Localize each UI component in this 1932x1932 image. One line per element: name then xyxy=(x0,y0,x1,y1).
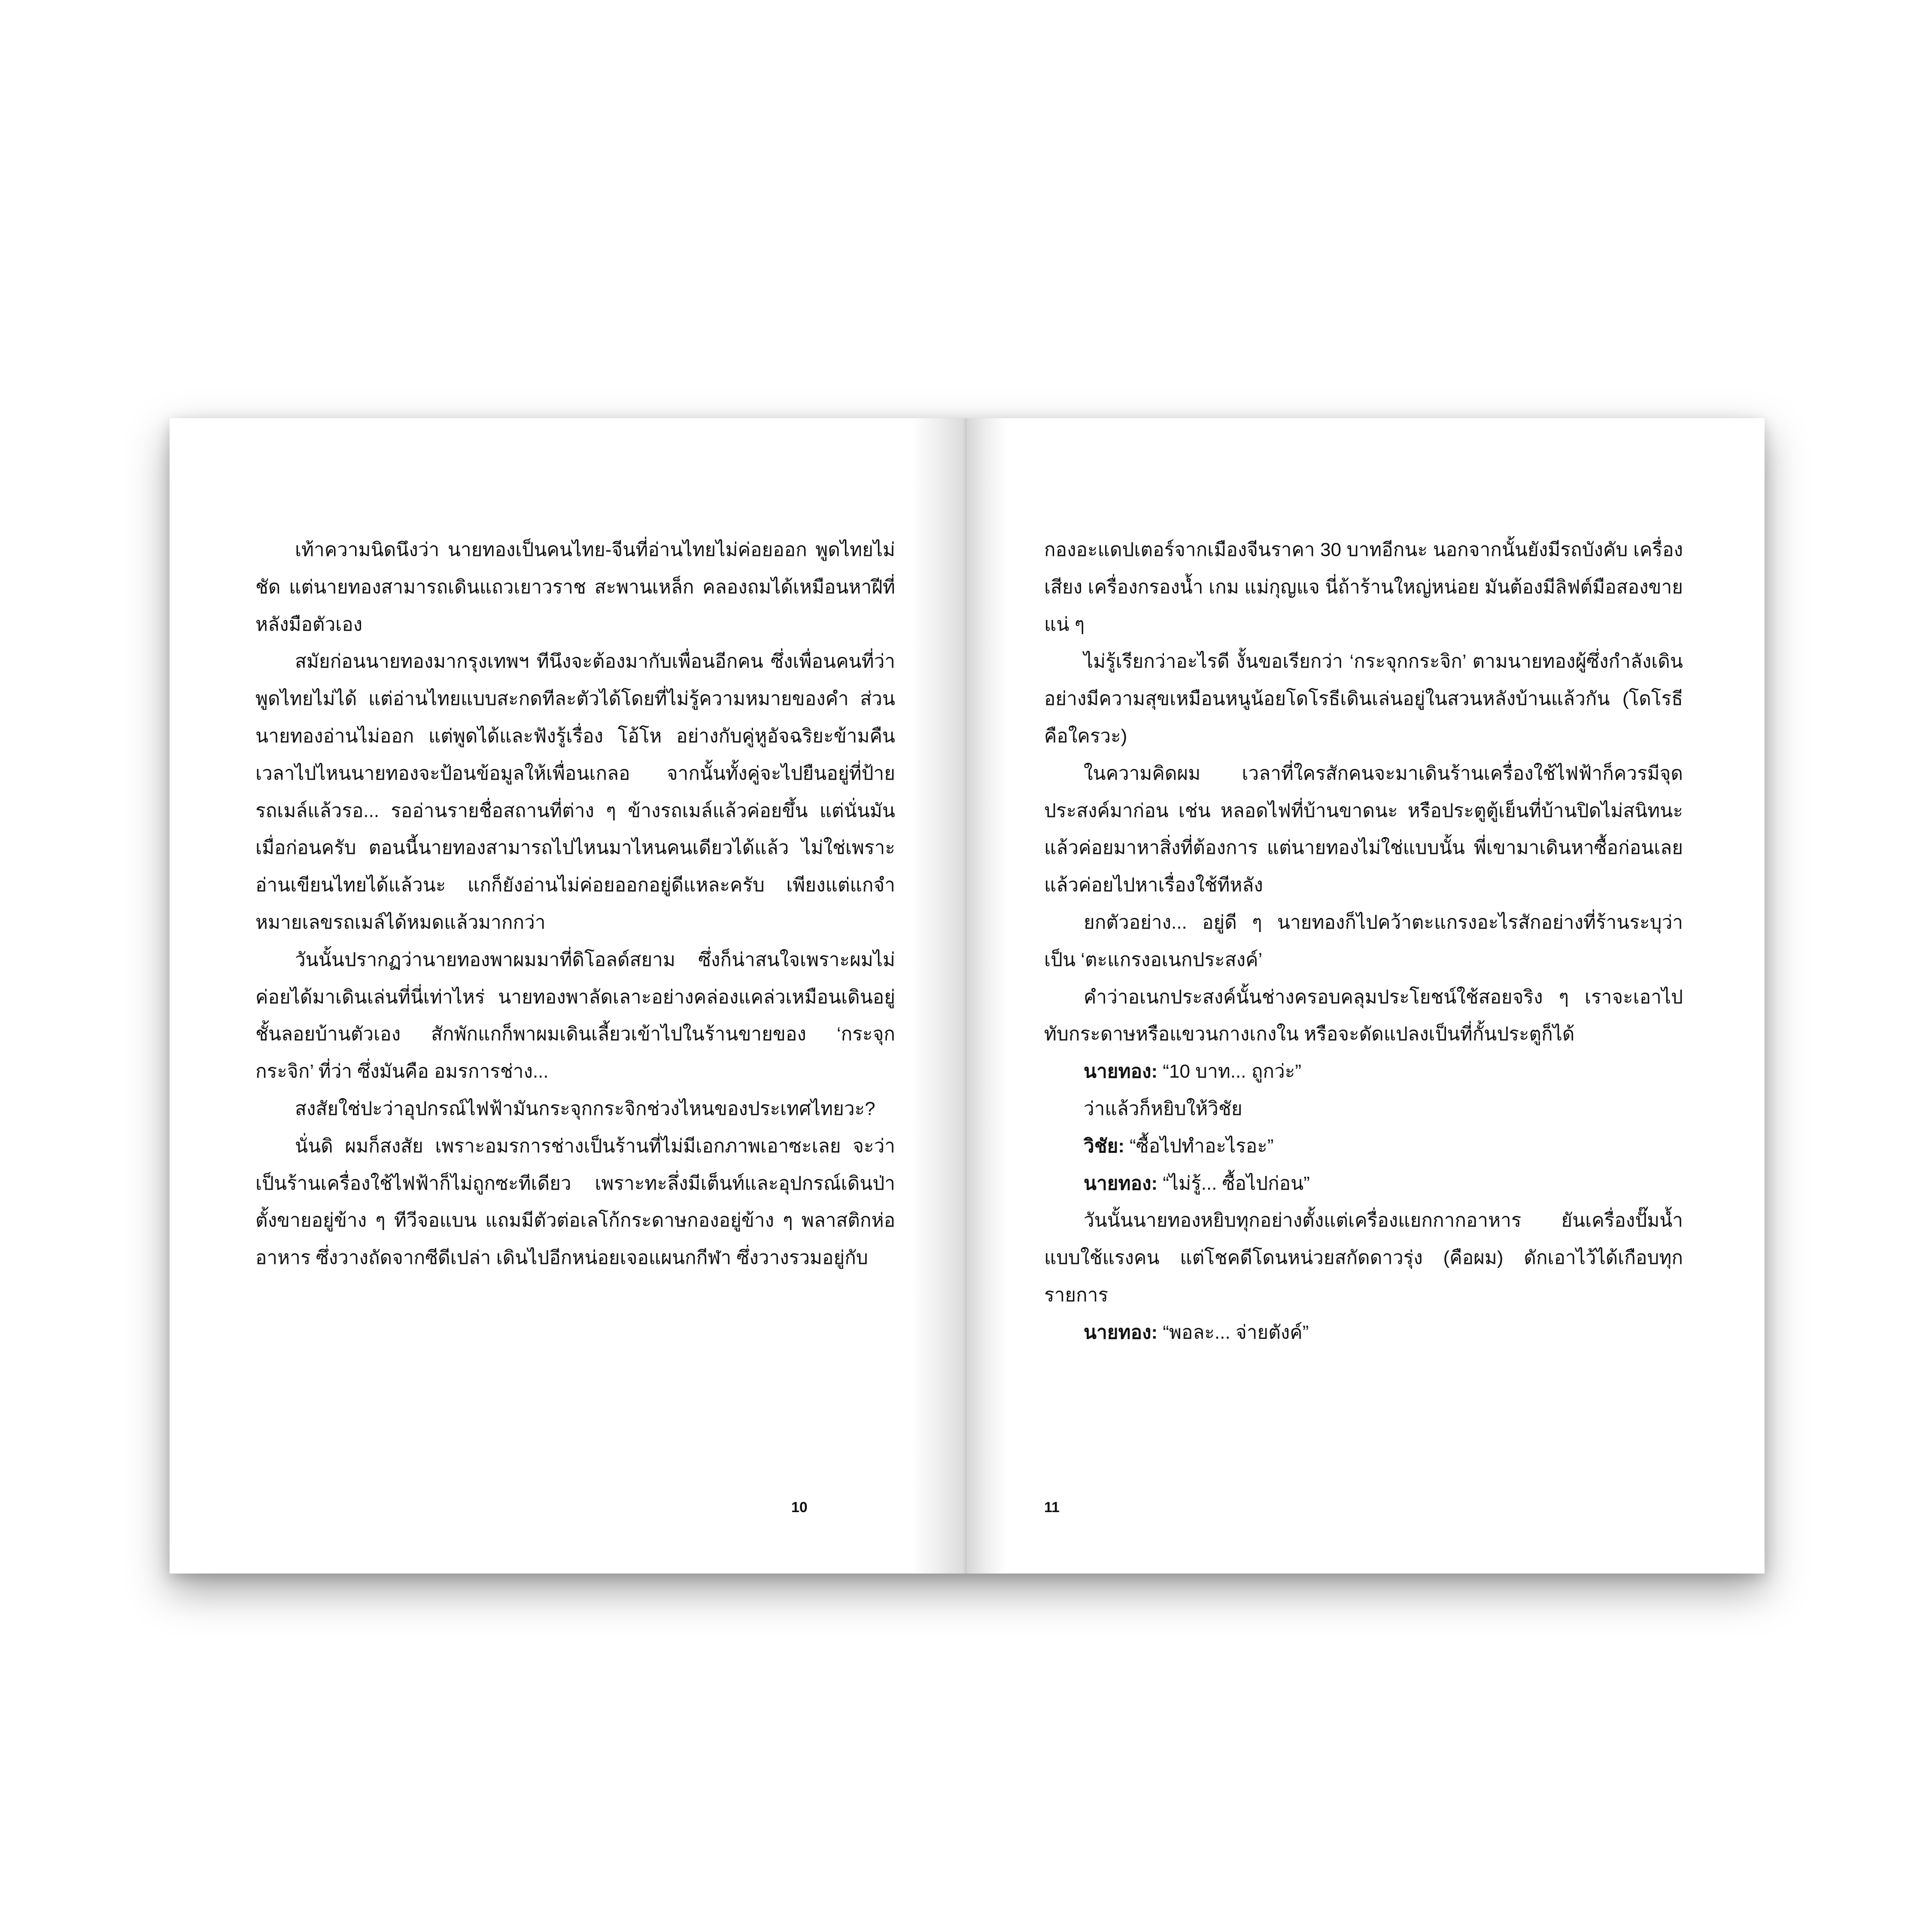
paragraph-text: ว่าแล้วก็หยิบให้วิชัย xyxy=(1084,1098,1242,1119)
right-paragraph xyxy=(1044,643,1683,755)
dialogue-text: “ไม่รู้... ซื้อไปก่อน” xyxy=(1157,1173,1310,1194)
dialogue-text: “พอละ... จ่ายตังค์” xyxy=(1157,1321,1309,1343)
right-paragraph xyxy=(1044,979,1683,1054)
right-paragraph xyxy=(1044,755,1683,904)
left-paragraph: วันนั้นปรากฏว่านายทองพาผมมาที่ดิโอลด์สยาม ซึ่งก็น่าสนใจเพราะผมไม่ค่อยได้มาเดินเล่นที่นี่เท่าไหร่ นายทองพาลัดเลาะอย่างคล่องแคล่วเหมือนเดินอยู่ชั้นลอยบ้านตัวเอง สักพักแกก็พาผมเดินเลี้ยวเข้าไปในร้านขายของ ‘กระจุกกระจิก’ ที่ว่า ซึ่งมันคือ อมรการช่าง... xyxy=(255,949,895,1082)
left-page-body xyxy=(255,532,895,1277)
paragraph-text: วันนั้นนายทองหยิบทุกอย่างตั้งแต่เครื่องแยกกากอาหาร ยันเครื่องปั๊มน้ำแบบใช้แรงคน แต่โชคดีโดนหน่วยสกัดดาวรุ่ง (คือผม) ดักเอาไว้ได้เกือบทุกรายการ xyxy=(1044,1210,1683,1306)
paragraph-text: คำว่าอเนกประสงค์นั้นช่างครอบคลุมประโยชน์ใช้สอยจริง ๆ เราจะเอาไปทับกระดาษหรือแขวนกางเกงใน หรือจะดัดแปลงเป็นที่กั้นประตูก็ได้ xyxy=(1044,986,1683,1045)
right-page-body xyxy=(1044,532,1683,1352)
paragraph-text: ในความคิดผม เวลาที่ใครสักคนจะมาเดินร้านเครื่องใช้ไฟฟ้าก็ควรมีจุดประสงค์มาก่อน เช่น หลอดไฟที่บ้านขาดนะ หรือประตูตู้เย็นที่บ้านปิดไม่สนิทนะ แล้วค่อยมาหาสิ่งที่ต้องการ แต่นายทองไม่ใช่แบบนั้น พี่เขามาเดินหาซื้อก่อนเลย แล้วค่อยไปหาเรื่องใช้ทีหลัง xyxy=(1044,762,1683,896)
right-page-number: 11 xyxy=(1044,1499,1060,1516)
dialogue-line xyxy=(1044,1128,1683,1165)
speaker-name: นายทอง: xyxy=(1084,1173,1158,1194)
left-page-number: 10 xyxy=(791,1499,808,1516)
dialogue-text: “10 บาท... ถูกว่ะ” xyxy=(1157,1061,1301,1082)
paragraph-text: กองอะแดปเตอร์จากเมืองจีนราคา 30 บาทอีกนะ นอกจากนั้นยังมีรถบังคับ เครื่องเสียง เครื่องกรองน้ำ เกม แม่กุญแจ นี่ถ้าร้านใหญ่หน่อย มันต้องมีลิฟต์มือสองขายแน่ ๆ xyxy=(1044,539,1683,635)
speaker-name: วิชัย: xyxy=(1084,1135,1125,1157)
left-paragraph: เท้าความนิดนึงว่า นายทองเป็นคนไทย-จีนที่อ่านไทยไม่ค่อยออก พูดไทยไม่ชัด แต่นายทองสามารถเดินแถวเยาวราช สะพานเหล็ก คลองถมได้เหมือนหาฝีที่หลังมือตัวเอง xyxy=(255,539,895,635)
right-page xyxy=(967,418,1765,1574)
left-paragraph: สงสัยใช่ปะว่าอุปกรณ์ไฟฟ้ามันกระจุกกระจิกช่วงไหนของประเทศไทยวะ? xyxy=(295,1098,875,1119)
speaker-name: นายทอง: xyxy=(1084,1321,1158,1343)
left-paragraph: สมัยก่อนนายทองมากรุงเทพฯ ทีนึงจะต้องมากับเพื่อนอีกคน ซึ่งเพื่อนคนที่ว่าพูดไทยไม่ได้ แต่อ่านไทยแบบสะกดทีละตัวได้โดยที่ไม่รู้ความหมายของคำ ส่วนนายทองอ่านไม่ออก แต่พูดได้และฟังรู้เรื่อง โอ้โห อย่างกับคู่หูอัจฉริยะข้ามคืน เวลาไปไหนนายทองจะป้อนข้อมูลให้เพื่อนเกลอ จากนั้นทั้งคู่จะไปยืนอยู่ที่ป้ายรถเมล์แล้วรอ... รออ่านรายชื่อสถานที่ต่าง ๆ ข้างรถเมล์แล้วค่อยขึ้น แต่นั่นมันเมื่อก่อนครับ ตอนนี้นายทองสามารถไปไหนมาไหนคนเดียวได้แล้ว ไม่ใช่เพราะอ่านเขียนไทยได้แล้วนะ แกก็ยังอ่านไม่ค่อยออกอยู่ดีแหละครับ เพียงแต่แกจำหมายเลขรถเมล์ได้หมดแล้วมากกว่า xyxy=(255,651,895,933)
paragraph-text: ยกตัวอย่าง... อยู่ดี ๆ นายทองก็ไปคว้าตะแกรงอะไรสักอย่างที่ร้านระบุว่าเป็น ‘ตะแกรงอเนกประสงค์’ xyxy=(1044,911,1683,970)
right-paragraph xyxy=(1044,1202,1683,1314)
left-paragraph: นั่นดิ ผมก็สงสัย เพราะอมรการช่างเป็นร้านที่ไม่มีเอกภาพเอาซะเลย จะว่าเป็นร้านเครื่องใช้ไฟฟ้าก็ไม่ถูกซะทีเดียว เพราะทะลึ่งมีเต็นท์และอุปกรณ์เดินป่าตั้งขายอยู่ข้าง ๆ ทีวีจอแบน แถมมีตัวต่อเลโก้กระดาษกองอยู่ข้าง ๆ พลาสติกห่ออาหาร ซึ่งวางถัดจากซีดีเปล่า เดินไปอีกหน่อยเจอแผนกกีฬา ซึ่งวางรวมอยู่กับ xyxy=(255,1135,895,1269)
paragraph-text: ไม่รู้เรียกว่าอะไรดี งั้นขอเรียกว่า ‘กระจุกกระจิก’ ตามนายทองผู้ซึ่งกำลังเดินอย่างมีความสุขเหมือนหนูน้อยโดโรธีเดินเล่นอยู่ในสวนหลังบ้านแล้วกัน (โดโรธีคือใครวะ) xyxy=(1044,651,1683,747)
right-paragraph xyxy=(1044,904,1683,979)
dialogue-text: “ซื้อไปทำอะไรอะ” xyxy=(1124,1135,1274,1157)
right-paragraph xyxy=(1044,532,1683,643)
left-page xyxy=(170,418,967,1574)
dialogue-line xyxy=(1044,1053,1683,1091)
speaker-name: นายทอง: xyxy=(1084,1061,1158,1082)
right-paragraph xyxy=(1044,1091,1683,1128)
dialogue-line xyxy=(1044,1314,1683,1352)
dialogue-line xyxy=(1044,1165,1683,1203)
open-book-spread xyxy=(170,418,1765,1574)
